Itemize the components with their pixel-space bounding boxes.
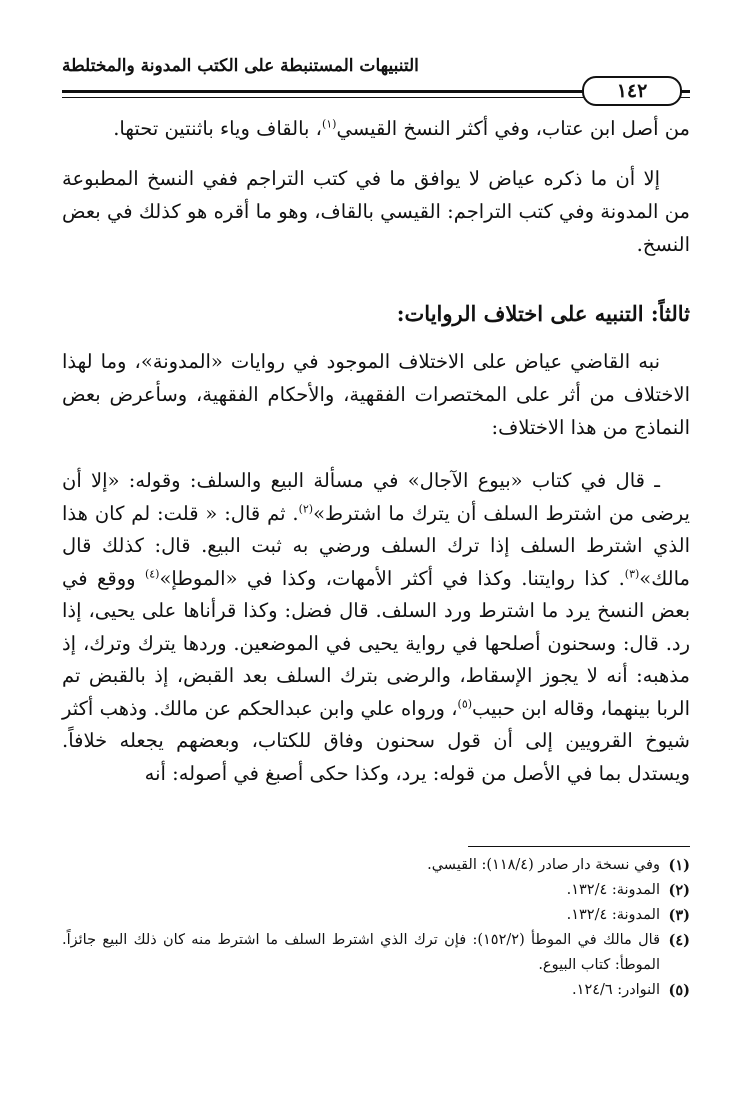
paragraph-text: من أصل ابن عتاب، وفي أكثر النسخ القيسي xyxy=(336,117,690,140)
footnote xyxy=(62,853,690,878)
footnote-number: (٢) xyxy=(668,882,690,899)
paragraph-3 xyxy=(62,345,690,444)
footnote-text: قال مالك في الموطأ (١٥٢/٢): فإن ترك الذي اشترط السلف ما اشترط منه كان ذلك البيع جائزاً. الموطأ: كتاب البيوع. xyxy=(62,932,660,973)
footnote-text: النوادر: ١٢٤/٦. xyxy=(572,982,660,998)
footnote-number: (٣) xyxy=(668,907,690,924)
paragraph-text: ووقع في بعض النسخ يرد ما اشترط ورد السلف. قال فضل: وكذا قرأناها على يحيى، إذا رد. قال: وسحنون أصلحها في رواية يحيى في الموضعين. وردها يترك وترك، إذ مذهبه: أنه لا يجوز الإسقاط، والرضى بترك السلف بعد القبض، إذ بالقبض تم الربا بينهما، وقاله ابن حبيب xyxy=(62,566,691,720)
footnotes-list xyxy=(62,853,690,1003)
footnote-number: (٥) xyxy=(668,982,690,999)
section-heading: ثالثاً: التنبيه على اختلاف الروايات: xyxy=(396,301,690,326)
footnote-ref: (٢) xyxy=(298,502,314,515)
footnote-ref: (٣) xyxy=(624,567,640,580)
paragraph-2 xyxy=(62,162,690,261)
footnote-number: (٤) xyxy=(668,932,690,949)
footnote xyxy=(62,878,690,903)
paragraph-text: . كذا روايتنا. وكذا في أكثر الأمهات، وكذا في «الموطإ» xyxy=(159,566,625,590)
footnote-ref: (٤) xyxy=(144,567,160,580)
paragraph-text: . ثم قال: « قلت: لم كان هذا الذي اشترط السلف إذا ترك السلف ورضي به ثبت البيع. قال: كذلك قال مالك» xyxy=(62,501,690,590)
footnote-number: (١) xyxy=(668,857,690,874)
footnote xyxy=(62,928,690,978)
paragraph-4 xyxy=(62,465,690,790)
footnote xyxy=(62,978,690,1003)
page-header xyxy=(62,56,690,104)
footnote-text: المدونة: ١٣٢/٤. xyxy=(566,907,660,923)
paragraph-text: ـ قال في كتاب «بيوع الآجال» في مسألة البيع والسلف: وقوله: «إلا أن يرضى من اشترط السلف أن يترك ما اشترط» xyxy=(62,469,690,525)
footnote-separator xyxy=(468,846,690,847)
paragraph-text: نبه القاضي عياض على الاختلاف الموجود في روايات «المدونة»، وما لهذا الاختلاف من أثر على المختصرات الفقهية، والأحكام الفقهية، وسأعرض بعض النماذج من هذا الاختلاف: xyxy=(62,350,690,439)
paragraph-1 xyxy=(62,112,690,145)
footnote-text: وفي نسخة دار صادر (١١٨/٤): القيسي. xyxy=(427,857,660,873)
paragraph-text: إلا أن ما ذكره عياض لا يوافق ما في كتب التراجم ففي النسخ المطبوعة من المدونة وفي كتب التراجم: القيسي بالقاف، وهو ما أقره هو كذلك في بعض النسخ. xyxy=(62,167,690,256)
running-title: التنبيهات المستنبطة على الكتب المدونة والمختلطة xyxy=(62,56,419,76)
footnote-ref: (١) xyxy=(321,117,337,131)
footnote-ref: (٥) xyxy=(457,697,473,710)
footnote-text: المدونة: ١٣٢/٤. xyxy=(566,882,660,898)
paragraph-text: ، ورواه علي وابن عبدالحكم عن مالك. وذهب أكثر شيوخ القرويين إلى أن قول سحنون وفاق للكتاب، وبعضهم يجعله خلافاً. ويستدل بما في الأصل من قوله: يرد، وكذا حكى أصبغ في أصوله: أنه xyxy=(62,696,690,785)
paragraph-text: ، بالقاف وياء باثنتين تحتها. xyxy=(113,117,322,140)
page-number: ١٤٢ xyxy=(582,76,682,106)
footnote xyxy=(62,903,690,928)
